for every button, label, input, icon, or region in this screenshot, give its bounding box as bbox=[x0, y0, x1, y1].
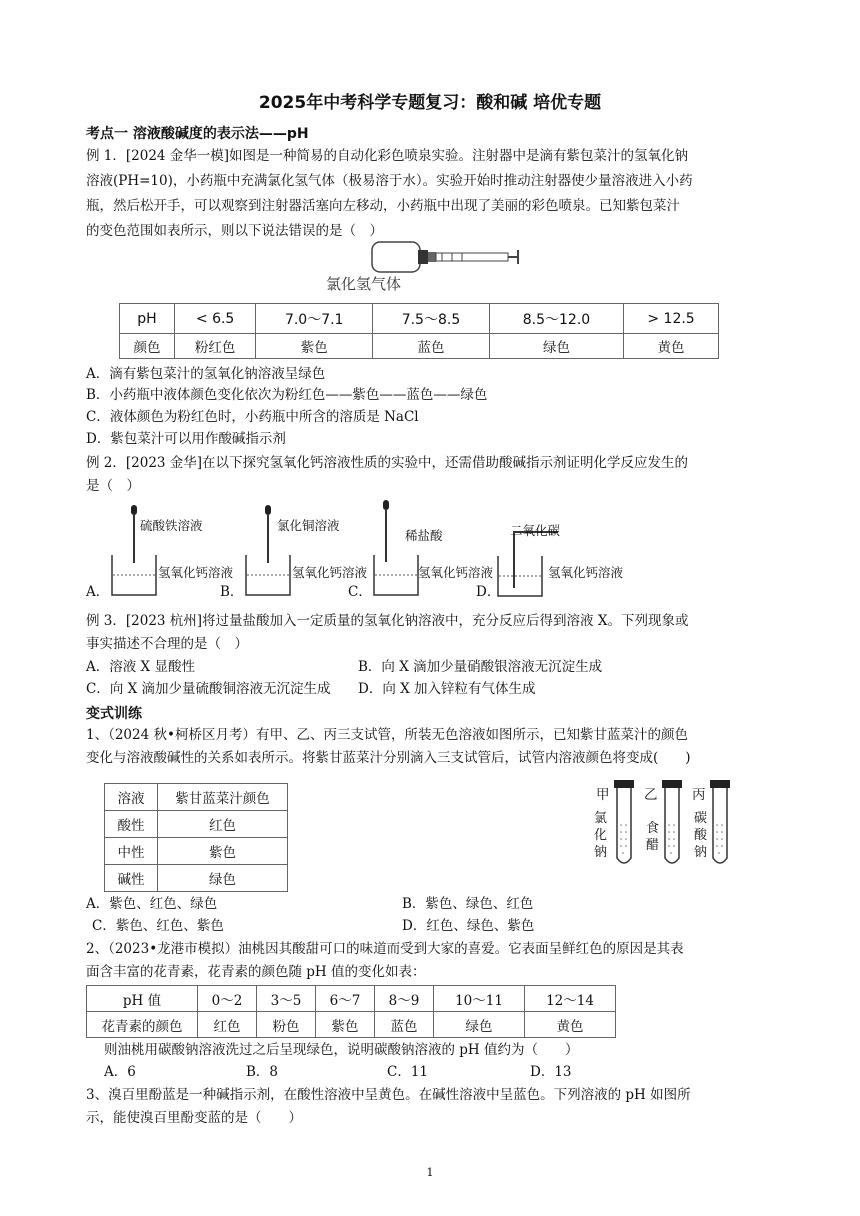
q3-line-2: 示，能使溴百里酚变蓝的是（ ） bbox=[86, 1110, 302, 1126]
tube-label-jia: 甲 bbox=[596, 787, 610, 803]
ex2-fig-b-letter: B． bbox=[220, 584, 244, 600]
q2-question: 则油桃用碳酸钠溶液洗过之后呈现绿色，说明碳酸钠溶液的 pH 值约为（ ） bbox=[104, 1042, 579, 1058]
q1-option-a: A．紫色、红色、绿色 bbox=[86, 896, 218, 912]
table-cell: 0～2 bbox=[198, 986, 257, 1012]
ex1-line-3: 瓶，然后松开手，可以观察到注射器活塞向左移动，小药瓶中出现了美丽的彩色喷泉。已知紫包菜汁 bbox=[86, 198, 680, 214]
ex1-line-2: 溶液(PH=10)，小药瓶中充满氯化氢气体（极易溶于水）。实验开始时推动注射器使少量溶液进入小药 bbox=[86, 173, 693, 189]
ex3-line-2: 事实描述不合理的是（ ） bbox=[86, 636, 248, 652]
table-cell: 蓝色 bbox=[375, 1012, 434, 1038]
table-cell: 6～7 bbox=[316, 986, 375, 1012]
table-cell: 红色 bbox=[158, 811, 288, 838]
table-cell: 碱性 bbox=[105, 865, 158, 892]
ex2-fig-a-bottom-label: 氢氧化钙溶液 bbox=[158, 565, 234, 580]
ex2-fig-c-letter: C． bbox=[348, 584, 372, 600]
table-cell: < 6.5 bbox=[174, 304, 255, 334]
q2-option-d: D．13 bbox=[530, 1064, 572, 1080]
anthocyanin-table bbox=[86, 985, 616, 1038]
ex1-line-4: 的变色范围如表所示，则以下说法错误的是（ ） bbox=[86, 223, 383, 239]
beaker-dropper-figure-c bbox=[366, 500, 426, 600]
table-cell: 紫甘蓝菜汁颜色 bbox=[158, 784, 288, 811]
table-cell: 粉红色 bbox=[174, 334, 255, 359]
ex2-fig-d-top-label: 二氧化碳 bbox=[510, 523, 561, 538]
ex3-option-a: A．溶液 X 显酸性 bbox=[86, 659, 195, 675]
ex2-fig-b-top-label: 氯化铜溶液 bbox=[277, 518, 340, 533]
ex3-option-d: D．向 X 加入锌粒有气体生成 bbox=[358, 681, 536, 697]
table-cell: 3～5 bbox=[257, 986, 316, 1012]
ex2-fig-c-bottom-label: 氢氧化钙溶液 bbox=[418, 565, 494, 580]
page-title: 2025年中考科学专题复习：酸和碱 培优专题 bbox=[258, 93, 602, 113]
table-cell: 颜色 bbox=[120, 334, 175, 359]
q1-option-c: C．紫色、红色、紫色 bbox=[92, 918, 224, 934]
table-cell: pH bbox=[120, 304, 175, 334]
q2-option-c: C．11 bbox=[387, 1064, 429, 1080]
tube-content-jia-2: 化 bbox=[594, 828, 608, 843]
ex2-fig-a-top-label: 硫酸铁溶液 bbox=[140, 518, 203, 533]
tube-content-jia-1: 氯 bbox=[594, 811, 608, 826]
ex1-line-1: 例 1．[2024 金华一模]如图是一种简易的自动化彩色喷泉实验。注射器中是滴有紫包菜汁的氢氧化钠 bbox=[86, 148, 689, 164]
table-cell: 12～14 bbox=[524, 986, 615, 1012]
table-cell: 酸性 bbox=[105, 811, 158, 838]
ex2-fig-d-letter: D． bbox=[476, 584, 501, 600]
q2-option-a: A．6 bbox=[104, 1064, 136, 1080]
ex2-line-2: 是（ ） bbox=[86, 478, 140, 494]
table-cell: > 12.5 bbox=[624, 304, 719, 334]
table-cell: 中性 bbox=[105, 838, 158, 865]
section-heading: 考点一 溶液酸碱度的表示法——pH bbox=[86, 126, 309, 142]
table-cell: 7.5～8.5 bbox=[373, 304, 490, 334]
cabbage-color-table bbox=[119, 303, 719, 359]
q2-line-2: 面含丰富的花青素，花青素的颜色随 pH 值的变化如表： bbox=[86, 964, 426, 980]
tube-content-jia-3: 钠 bbox=[594, 845, 608, 860]
hcl-gas-label: 氯化氢气体 bbox=[326, 275, 402, 293]
table-cell: 红色 bbox=[198, 1012, 257, 1038]
tube-label-bing: 丙 bbox=[692, 787, 706, 803]
q2-option-b: B．8 bbox=[246, 1064, 279, 1080]
red-cabbage-table bbox=[104, 783, 288, 892]
ex1-option-a: A．滴有紫包菜汁的氢氧化钠溶液呈绿色 bbox=[86, 366, 326, 382]
table-cell: 紫色 bbox=[316, 1012, 375, 1038]
table-cell: 10～11 bbox=[434, 986, 525, 1012]
table-cell: 7.0～7.1 bbox=[256, 304, 373, 334]
table-cell: pH 值 bbox=[87, 986, 198, 1012]
table-cell: 绿色 bbox=[489, 334, 623, 359]
ex2-fig-d-bottom-label: 氢氧化钙溶液 bbox=[548, 565, 624, 580]
table-cell: 8～9 bbox=[375, 986, 434, 1012]
ex3-option-b: B．向 X 滴加少量硝酸银溶液无沉淀生成 bbox=[358, 659, 603, 675]
q1-option-b: B．紫色、绿色、红色 bbox=[402, 896, 534, 912]
ex3-option-c: C．向 X 滴加少量硫酸铜溶液无沉淀生成 bbox=[86, 681, 331, 697]
q3-line-1: 3、溴百里酚蓝是一种碱指示剂，在酸性溶液中呈黄色。在碱性溶液中呈蓝色。下列溶液的 pH 如图所 bbox=[86, 1087, 691, 1103]
tube-label-yi: 乙 bbox=[644, 787, 658, 803]
tube-content-bing-1: 碳 bbox=[694, 811, 708, 826]
table-cell: 溶液 bbox=[105, 784, 158, 811]
ex3-line-1: 例 3．[2023 杭州]将过量盐酸加入一定质量的氢氧化钠溶液中，充分反应后得到溶液 X。下列现象或 bbox=[86, 613, 689, 629]
ex1-option-c: C．液体颜色为粉红色时，小药瓶中所含的溶质是 NaCl bbox=[86, 409, 419, 425]
q1-line-1: 1、（2024 秋•柯桥区月考）有甲、乙、丙三支试管，所装无色溶液如图所示，已知紫甘蓝菜汁的颜色 bbox=[86, 727, 688, 743]
table-cell: 蓝色 bbox=[373, 334, 490, 359]
table-cell: 黄色 bbox=[624, 334, 719, 359]
page-number: 1 bbox=[426, 1166, 434, 1179]
table-cell: 花青素的颜色 bbox=[87, 1012, 198, 1038]
table-cell: 粉色 bbox=[257, 1012, 316, 1038]
table-cell: 紫色 bbox=[158, 838, 288, 865]
ex1-option-d: D．紫包菜汁可以用作酸碱指示剂 bbox=[86, 431, 286, 447]
tube-content-yi-2: 醋 bbox=[646, 838, 660, 853]
tube-content-bing-3: 钠 bbox=[694, 845, 708, 860]
tube-content-bing-2: 酸 bbox=[694, 828, 708, 843]
ex2-line-1: 例 2．[2023 金华]在以下探究氢氧化钙溶液性质的实验中，还需借助酸碱指示剂证明化学反应发生的 bbox=[86, 455, 689, 471]
ex1-option-b: B．小药瓶中液体颜色变化依次为粉红色——紫色——蓝色——绿色 bbox=[86, 387, 488, 403]
test-tubes-figure bbox=[612, 780, 742, 870]
table-cell: 8.5～12.0 bbox=[489, 304, 623, 334]
ex2-fig-a-letter: A． bbox=[86, 584, 110, 600]
q1-line-2: 变化与溶液酸碱性的关系如表所示。将紫甘蓝菜汁分别滴入三支试管后，试管内溶液颜色将变成( ) bbox=[86, 750, 691, 766]
variant-training-heading: 变式训练 bbox=[86, 706, 142, 722]
table-cell: 绿色 bbox=[434, 1012, 525, 1038]
table-cell: 紫色 bbox=[256, 334, 373, 359]
ex2-fig-b-bottom-label: 氢氧化钙溶液 bbox=[292, 565, 368, 580]
q2-line-1: 2、（2023•龙港市模拟）油桃因其酸甜可口的味道而受到大家的喜爱。它表面呈鲜红色的原因是其表 bbox=[86, 941, 684, 957]
table-cell: 绿色 bbox=[158, 865, 288, 892]
table-cell: 黄色 bbox=[524, 1012, 615, 1038]
tube-content-yi-1: 食 bbox=[646, 821, 660, 836]
q1-option-d: D．红色、绿色、紫色 bbox=[402, 918, 535, 934]
ex2-fig-c-top-label: 稀盐酸 bbox=[405, 528, 443, 543]
